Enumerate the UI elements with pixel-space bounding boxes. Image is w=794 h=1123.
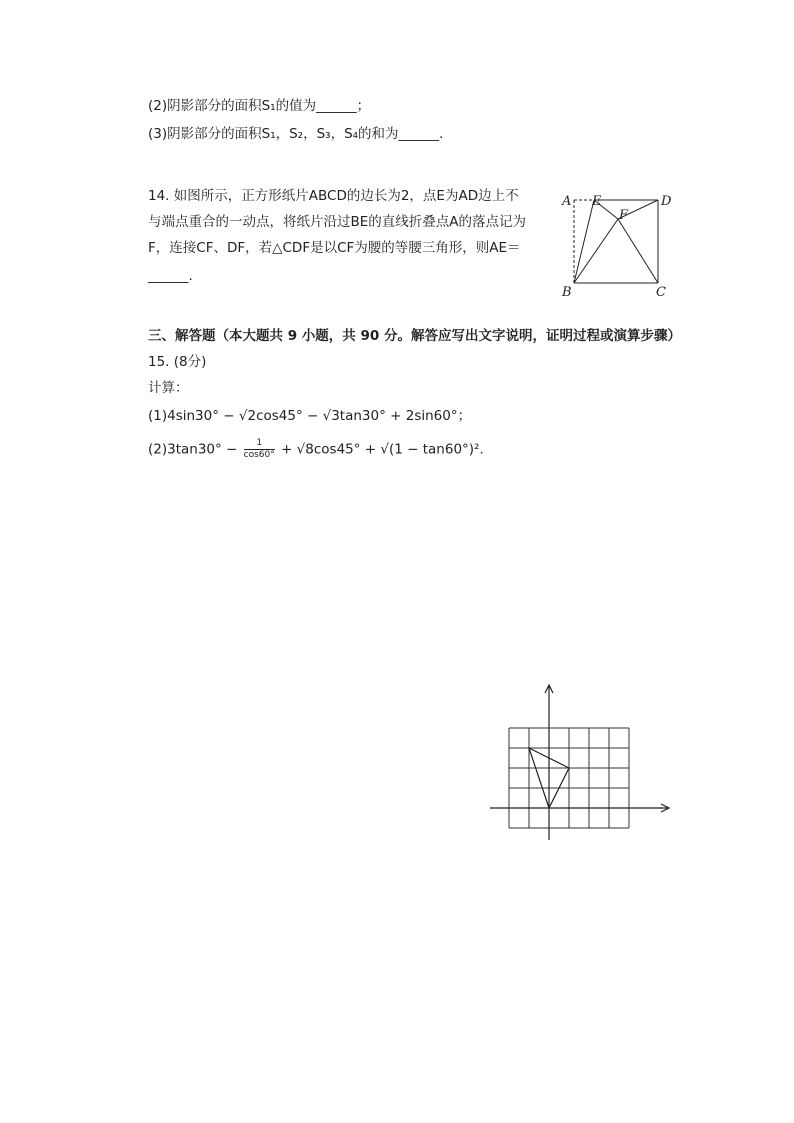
q14-line1: 14. 如图所示，正方形纸片ABCD的边长为2，点E为AD边上不 — [148, 188, 519, 204]
q15-part1: (1)4sin30° − √2cos45° − √3tan30° + 2sin60°； — [148, 408, 472, 424]
segment-CF — [618, 219, 658, 283]
q14-line3: F，连接CF、DF，若△CDF是以CF为腰的等腰三角形，则AE＝ — [148, 240, 521, 256]
q15-number: 15. (8分) — [148, 354, 207, 370]
label-E: E — [592, 194, 602, 209]
grid — [509, 728, 629, 828]
fraction-numerator: 1 — [244, 438, 275, 450]
label-B: B — [562, 285, 572, 300]
q15-part2-suffix: + √8cos45° + √(1 − tan60°)². — [276, 441, 484, 458]
fraction-denominator: cos60° — [243, 450, 275, 460]
label-F: F — [619, 208, 629, 223]
section3-heading: 三、解答题（本大题共 9 小题，共 90 分。解答应写出文字说明，证明过程或演算步骤） — [148, 328, 681, 344]
q16-grid-figure — [488, 680, 678, 845]
label-C: C — [656, 285, 666, 300]
fraction — [244, 438, 275, 461]
q13-part2: (2)阴影部分的面积S₁的值为______； — [148, 98, 371, 114]
q15-part2 — [148, 438, 484, 461]
label-A: A — [562, 194, 572, 209]
q14-square-figure — [558, 190, 678, 300]
q14-line4: ______. — [148, 268, 193, 284]
q15-intro: 计算： — [148, 380, 189, 396]
segment-BF — [574, 219, 618, 283]
q13-part3: (3)阴影部分的面积S₁，S₂，S₃，S₄的和为______. — [148, 126, 444, 142]
segment-BE — [574, 200, 594, 283]
q14-line2: 与端点重合的一动点，将纸片沿过BE的直线折叠点A的落点记为 — [148, 214, 527, 230]
q15-part2-prefix: (2)3tan30° − — [148, 441, 242, 458]
label-D: D — [661, 194, 672, 209]
